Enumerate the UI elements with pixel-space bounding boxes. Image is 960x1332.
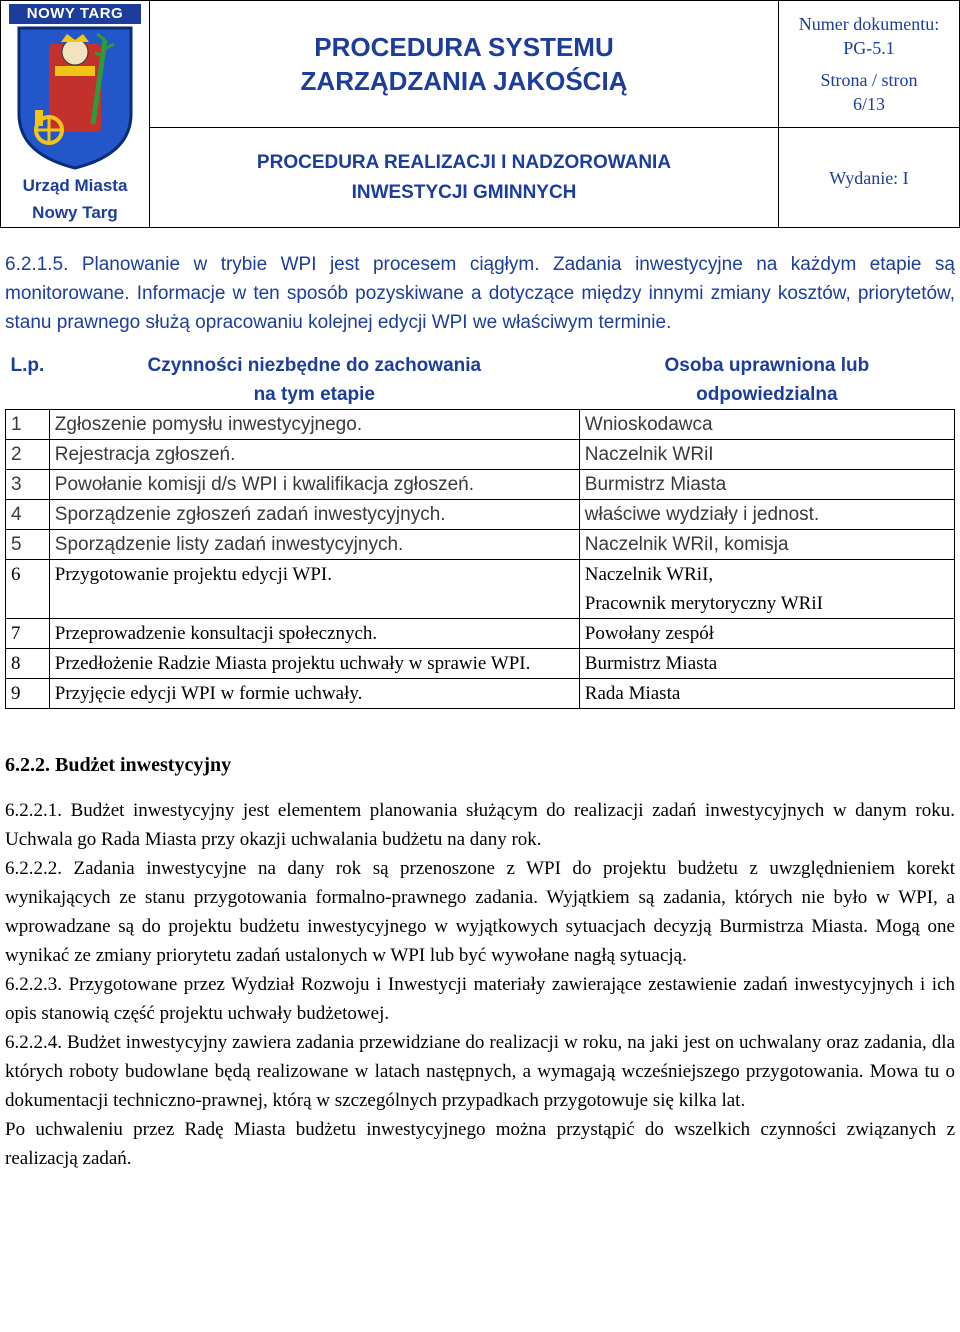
- table-row: [6, 619, 955, 649]
- row-number: 9: [6, 679, 50, 709]
- row-action: Sporządzenie zgłoszeń zadań inwestycyjnych.: [49, 500, 579, 530]
- col-person-line1: Osoba uprawniona lub: [664, 355, 870, 376]
- col-person-line2: odpowiedzialna: [696, 384, 838, 405]
- row-number: 3: [6, 470, 50, 500]
- col-person: [579, 351, 954, 410]
- intro-text: Planowanie w trybie WPI jest procesem ciągłym. Zadania inwestycyjne na każdym etapie są monitorowane. Informacje w ten sposób pozyskiwane a dotyczące między innymi zmiany kosztów, priorytetów, stanu prawnego służą opracowaniu kolejnej edycji WPI we właściwym terminie.: [5, 254, 955, 333]
- intro-paragraph: [5, 250, 955, 337]
- row-action: Przedłożenie Radzie Miasta projektu uchwały w sprawie WPI.: [49, 649, 579, 679]
- procedure-subtitle: [150, 128, 779, 228]
- row-person: Burmistrz Miasta: [579, 649, 954, 679]
- row-action: Przeprowadzenie konsultacji społecznych.: [49, 619, 579, 649]
- table-row: [6, 560, 955, 619]
- row-action: Sporządzenie listy zadań inwestycyjnych.: [49, 530, 579, 560]
- row-person: Rada Miasta: [579, 679, 954, 709]
- paragraph-number: 6.2.2.2.: [5, 858, 62, 879]
- doc-number: PG-5.1: [843, 38, 895, 58]
- table-row: [6, 470, 955, 500]
- logo-cell: [1, 1, 150, 228]
- row-action: Przygotowanie projektu edycji WPI.: [49, 560, 579, 619]
- paragraph-number: 6.2.2.1.: [5, 800, 62, 821]
- subtitle-line2: INWESTYCJI GMINNYCH: [351, 181, 577, 203]
- paragraph-6-2-2-2: [5, 854, 955, 970]
- steps-table: [5, 351, 955, 709]
- table-row: [6, 649, 955, 679]
- row-person: Naczelnik WRiI: [579, 440, 954, 470]
- coat-of-arms-logo: [5, 4, 145, 172]
- col-action-line1: Czynności niezbędne do zachowania: [147, 355, 482, 376]
- paragraph-number: 6.2.2.4.: [5, 1032, 62, 1053]
- paragraph-text: Budżet inwestycyjny zawiera zadania przewidziane do realizacji w roku, na jaki jest on uchwalany oraz zadania, dla których roboty budowlane będą realizowane w latach następnych, a wymagają wcześniejszego przygotowania. Mowa tu o dokumentacji techniczno-prawnej, którą w szczególnych przypadkach przygotowuje się kilka lat.: [5, 1032, 955, 1111]
- paragraph-text: Przygotowane przez Wydział Rozwoju i Inwestycji materiały zawierające zestawienie zadań inwestycyjnych i ich opis stanowią część projektu uchwały budżetowej.: [5, 974, 956, 1024]
- row-number: 2: [6, 440, 50, 470]
- logo-title: NOWY TARG: [9, 4, 141, 24]
- page-value: 6/13: [852, 94, 885, 114]
- row-action: Rejestracja zgłoszeń.: [49, 440, 579, 470]
- paragraph-6-2-2-1: [5, 796, 955, 854]
- paragraph-6-2-2-3: [5, 970, 955, 1028]
- row-number: 1: [6, 410, 50, 440]
- paragraph-text: Budżet inwestycyjny jest elementem planowania służącym do realizacji zadań inwestycyjnych w danym roku. Uchwala go Rada Miasta przy okazji uchwalania budżetu na dany rok.: [5, 800, 955, 850]
- document-header: [0, 0, 960, 228]
- table-row: [6, 530, 955, 560]
- coat-of-arms-icon: [5, 4, 145, 172]
- table-row: [6, 500, 955, 530]
- document-body: [5, 250, 955, 1173]
- title-line2: ZARZĄDZANIA JAKOŚCIĄ: [300, 66, 628, 96]
- row-action: Zgłoszenie pomysłu inwestycyjnego.: [49, 410, 579, 440]
- row-person: Naczelnik WRiI, komisja: [579, 530, 954, 560]
- row-action: Przyjęcie edycji WPI w formie uchwały.: [49, 679, 579, 709]
- row-action: Powołanie komisji d/s WPI i kwalifikacja zgłoszeń.: [49, 470, 579, 500]
- table-body-serif: [6, 560, 955, 709]
- table-row: [6, 410, 955, 440]
- row-number: 6: [6, 560, 50, 619]
- section-heading: 6.2.2. Budżet inwestycyjny: [5, 754, 232, 776]
- row-person-line2: Pracownik merytoryczny WRiI: [584, 593, 823, 614]
- row-person: [579, 560, 954, 619]
- col-lp: L.p.: [10, 355, 45, 376]
- row-person-line1: Naczelnik WRiI,: [584, 564, 714, 585]
- col-action-line2: na tym etapie: [253, 384, 375, 405]
- col-action: [49, 351, 579, 410]
- table-header-row: [6, 351, 955, 410]
- paragraph-text: Zadania inwestycyjne na dany rok są przenoszone z WPI do projektu budżetu z uwzględnieniem korekt wynikających ze stanu przygotowania formalno-prawnego zadania. Wyjątkiem są zadania, których nie było w WPI, a wprowadzane są do projektu budżetu inwestycyjnego w wyjątkowych sytuacjach decyzją Burmistrza Miasta. Mogą one wynikać ze zmiany priorytetu zadań ustalonych w WPI lub być wywołane nagłą sytuacją.: [5, 858, 955, 966]
- paragraph-number: 6.2.2.3.: [5, 974, 62, 995]
- table-row: [6, 679, 955, 709]
- edition: Wydanie: I: [779, 128, 960, 228]
- row-number: 7: [6, 619, 50, 649]
- page-label: Strona / stron: [820, 70, 918, 90]
- title-line1: PROCEDURA SYSTEMU: [314, 32, 614, 62]
- row-person: Powołany zespół: [579, 619, 954, 649]
- office-name-line1: Urząd Miasta: [22, 176, 128, 195]
- row-number: 8: [6, 649, 50, 679]
- row-number: 5: [6, 530, 50, 560]
- doc-number-label: Numer dokumentu:: [798, 14, 940, 34]
- row-person: Burmistrz Miasta: [579, 470, 954, 500]
- table-row: [6, 440, 955, 470]
- intro-number: 6.2.1.5.: [5, 254, 69, 275]
- table-body: [6, 410, 955, 560]
- subtitle-line1: PROCEDURA REALIZACJI I NADZOROWANIA: [256, 151, 672, 173]
- office-name-line2: Nowy Targ: [32, 203, 118, 222]
- paragraph-6-2-2-4: [5, 1028, 955, 1115]
- row-number: 4: [6, 500, 50, 530]
- row-person: właściwe wydziały i jednost.: [579, 500, 954, 530]
- row-person: Wnioskodawca: [579, 410, 954, 440]
- doc-meta-top: [779, 1, 960, 128]
- procedure-title: [150, 1, 779, 128]
- closing-paragraph: Po uchwaleniu przez Radę Miasta budżetu inwestycyjnego można przystąpić do wszelkich czynności związanych z realizacją zadań.: [5, 1119, 955, 1169]
